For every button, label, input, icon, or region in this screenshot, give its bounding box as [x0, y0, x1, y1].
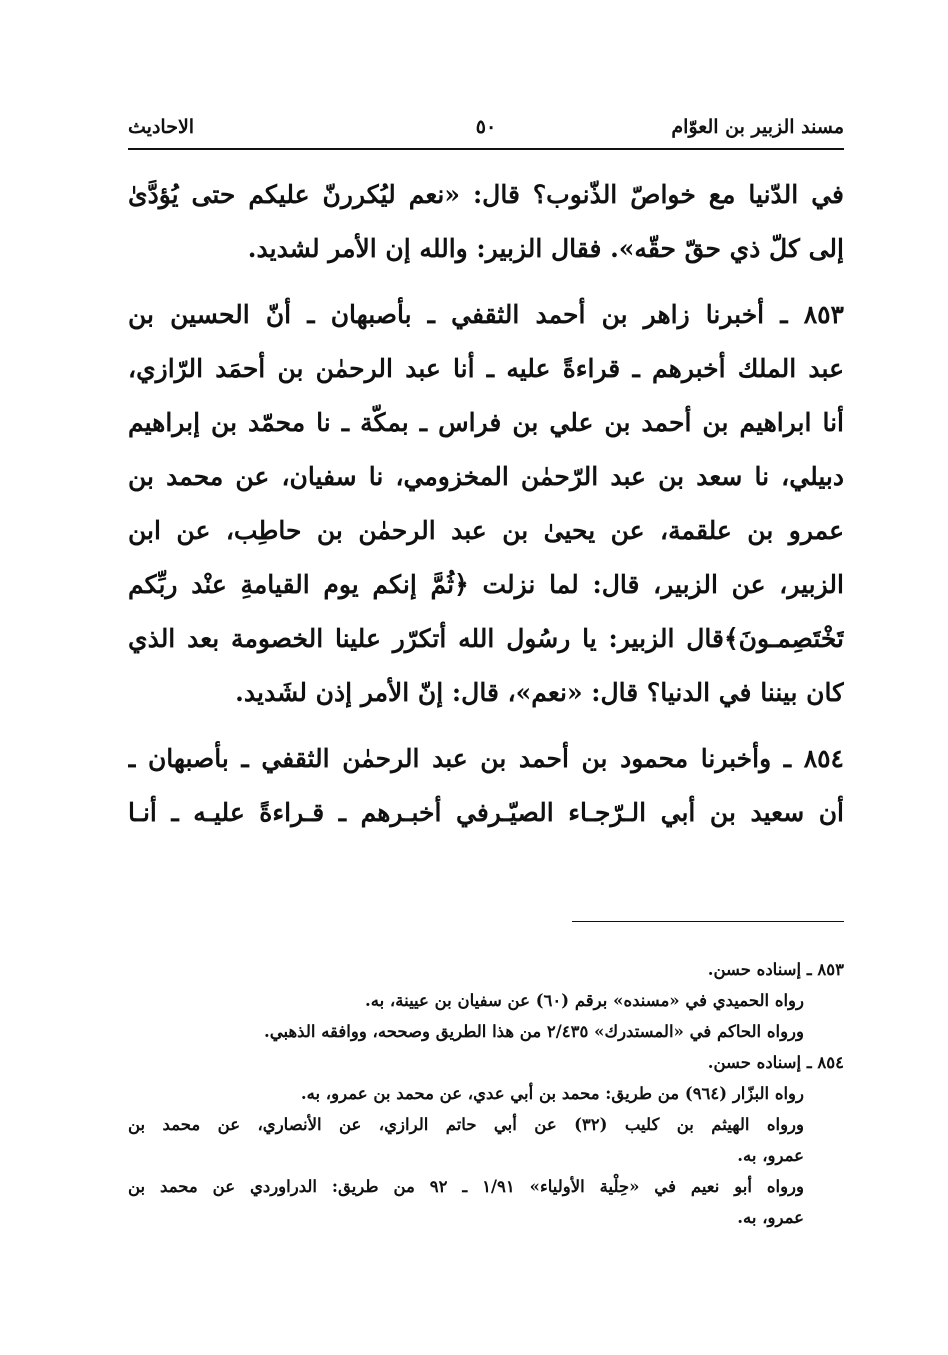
- footnote-853-heading: ٨٥٣ ـ إسناده حسن.: [707, 960, 844, 979]
- text-line: تَخْتَصِمـونَ﴾قال الزبير: يا رسُول الله أتكرّر علينا الخصومة بعد الذي: [128, 624, 844, 653]
- footnote-line: ورواه أبو نعيم في «حِلْية الأولياء» ١/٩١ ـ ٩٢ من طريق: الدراوردي عن محمد بن: [128, 1177, 804, 1196]
- text-line: دبيلي، نا سعد بن عبد الرّحمٰن المخزومي، نا سفيان، عن محمد بن: [128, 462, 844, 491]
- page-number: ٥٠: [475, 116, 497, 138]
- footnote-divider: [572, 921, 844, 922]
- footnote-line: رواه البزّار (٩٦٤) من طريق: محمد بن أبي عدي، عن محمد بن عمرو، به.: [300, 1084, 804, 1103]
- footnotes: [128, 954, 844, 1233]
- text-line: الزبير، عن الزبير، قال: لما نزلت ﴿ثُمَّ إنكم يوم القيامةِ عنْد ربِّكم: [128, 570, 844, 599]
- main-text: [128, 168, 844, 840]
- text-line: عمرو بن علقمة، عن يحيىٰ بن عبد الرحمٰن بن حاطِب، عن ابن: [128, 516, 844, 545]
- footnote-line: عمرو، به.: [737, 1208, 804, 1227]
- text-line: كان بيننا في الدنيا؟ قال: «نعم»، قال: إنّ الأمر إذن لشَديد.: [235, 678, 844, 707]
- footnote-line: رواه الحميدي في «مسنده» برقم (٦٠) عن سفيان بن عيينة، به.: [365, 991, 804, 1010]
- hadith-853-line: ٨٥٣ ـ أخبرنا زاهر بن أحمد الثقفي ـ بأصبهان ـ أنّ الحسين بن: [128, 300, 844, 329]
- text-line: في الدّنيا مع خواصّ الذّنوب؟ قال: «نعم ليُكررنّ عليكم حتى يُؤدَّىٰ: [128, 180, 844, 209]
- text-line: عبد الملك أخبرهم ـ قراءةً عليه ـ أنا عبد الرحمٰن بن أحمَد الرّازي،: [128, 354, 844, 383]
- header-divider: [128, 148, 844, 150]
- footnote-line: ورواه الحاكم في «المستدرك» ٢/٤٣٥ من هذا الطريق وصححه، ووافقه الذهبي.: [264, 1022, 804, 1041]
- footnote-line: عمرو، به.: [737, 1146, 804, 1165]
- book-title: مسند الزبير بن العوّام: [671, 116, 844, 138]
- hadith-854-line: ٨٥٤ ـ وأخبرنا محمود بن أحمد بن عبد الرحمٰن الثقفي ـ بأصبهان ـ: [128, 744, 844, 773]
- footnote-line: ورواه الهيثم بن كليب (٣٢) عن أبي حاتم الرازي، عن الأنصاري، عن محمد بن: [128, 1115, 804, 1134]
- text-line: إلى كلّ ذي حقّ حقّه». فقال الزبير: والله إن الأمر لشديد.: [247, 234, 844, 263]
- running-header: [128, 112, 844, 148]
- section-title: الاحاديث: [128, 116, 195, 138]
- text-line: أنا ابراهيم بن أحمد بن علي بن فراس ـ بمكّة ـ نا محمّد بن إبراهيم: [128, 408, 844, 437]
- text-line: أن سعيد بن أبي الـرّجـاء الصيّـرفي أخبـرهم ـ قـراءةً عليـه ـ أنـا: [128, 798, 844, 827]
- footnote-854-heading: ٨٥٤ ـ إسناده حسن.: [707, 1053, 844, 1072]
